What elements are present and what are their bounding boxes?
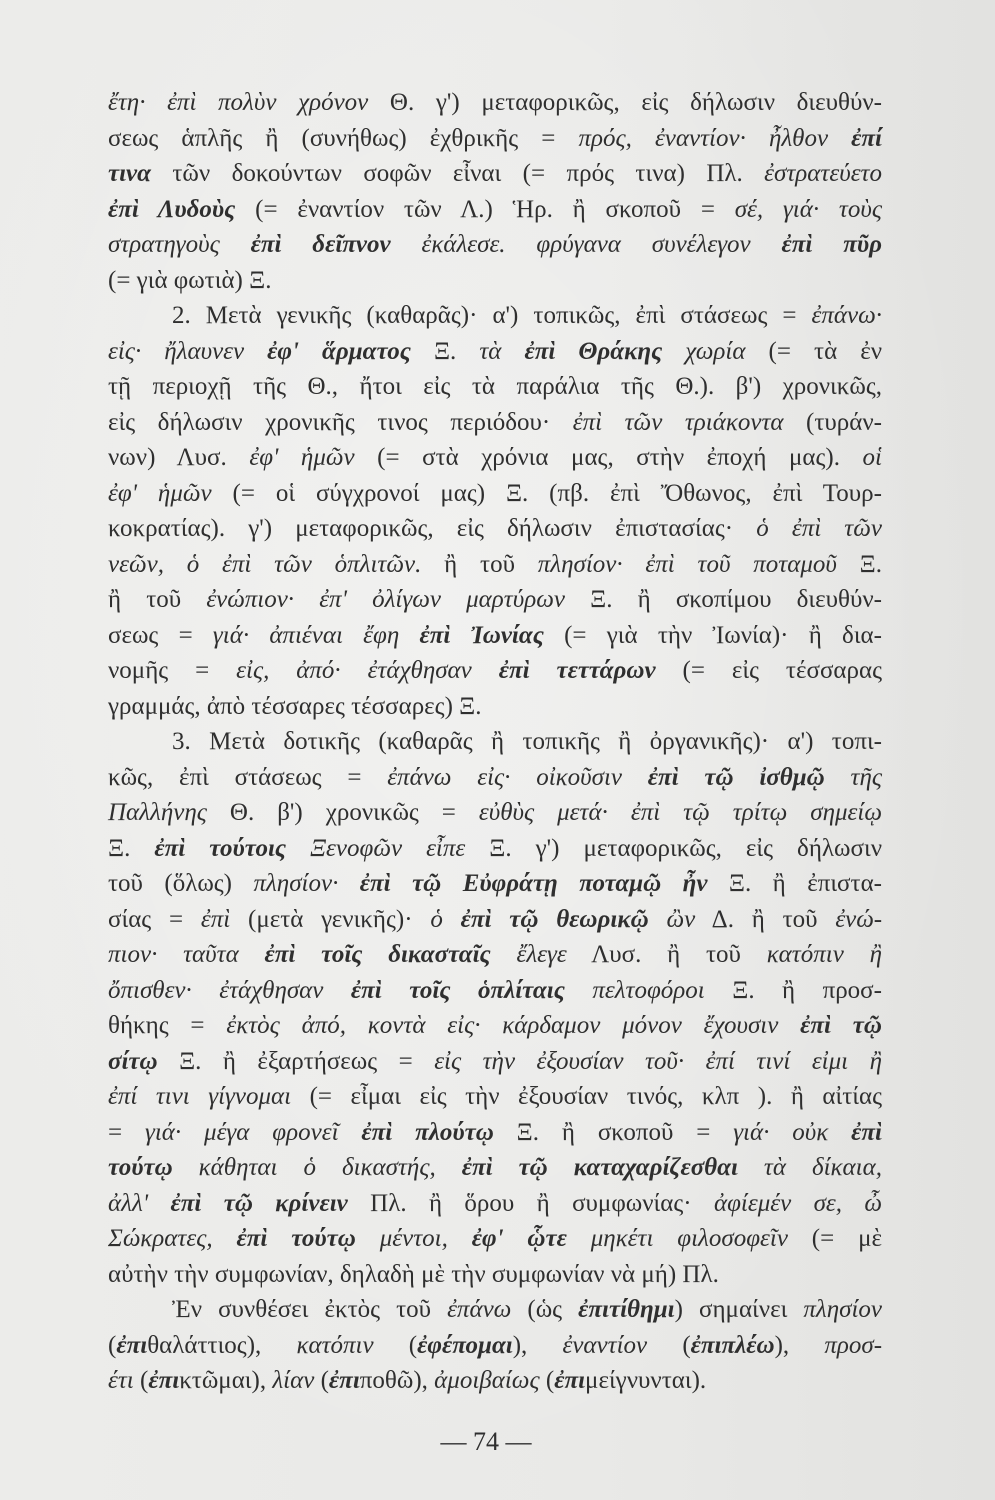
bold-italic-text: ἐπὶ τούτοις — [154, 834, 287, 862]
italic-text: ἀφίεμέν σε, ὦ — [713, 1189, 883, 1217]
text-line — [108, 795, 882, 831]
bold-italic-text: ἐπὶ τεττάρων — [498, 657, 656, 684]
italic-text: γιά· οὐκ — [733, 1118, 852, 1146]
bold-italic-text: ἐπὶ πλούτῳ — [361, 1118, 494, 1146]
italic-text: ὁ ἐπὶ τῶν — [756, 515, 882, 542]
bold-italic-text: ἐπὶ τῷ καταχαρίζεσθαι — [461, 1154, 738, 1181]
bold-italic-text: ἐπί — [851, 124, 883, 152]
plain-text: ( — [647, 1331, 691, 1359]
bold-italic-text: ἐφ' ᾧτε — [471, 1225, 567, 1252]
italic-text: ἐπάνω — [447, 1296, 512, 1323]
italic-text: πρός, ἐναντίον· ἦλθον — [578, 124, 852, 152]
plain-text: (= μὲ — [787, 1225, 882, 1252]
text-line — [108, 1257, 882, 1293]
bold-italic-text: ἐπιτίθημι — [578, 1296, 675, 1323]
bold-italic-text: ἐπὶ τῷ κρίνειν — [170, 1189, 348, 1217]
plain-text: 3. Μετὰ δοτικῆς (καθαρᾶς ἢ τοπικῆς ἢ ὀργανικῆς)· α') τοπι- — [172, 728, 882, 755]
plain-text: τῶν δοκούντων σοφῶν εἶναι (= πρός τινα) Πλ. — [150, 160, 765, 187]
plain-text: Θ. γ') μεταφορικῶς, εἰς δήλωσιν διευθύν- — [368, 89, 882, 116]
text-line — [108, 1186, 882, 1222]
italic-text: ἐνώ- — [835, 905, 883, 933]
plain-text: ( — [133, 1367, 149, 1394]
plain-text: εἰς δήλωσιν χρονικῆς τινος περιόδου· — [108, 408, 573, 436]
plain-text: Ξ. — [410, 337, 480, 365]
italic-text: ὄπισθεν· ἐτάχθησαν — [108, 976, 351, 1004]
bold-italic-text: ἐπὶ Ἰωνίας — [419, 621, 544, 649]
bold-italic-text: ἐπὶ Θράκης — [524, 337, 663, 365]
italic-text: μέντοι, — [355, 1225, 472, 1252]
italic-text: εἰς· ἤλαυνεν — [108, 337, 268, 365]
plain-text: Ξ. ἢ προσ- — [704, 976, 882, 1004]
italic-text: κατόπιν ἢ — [766, 941, 883, 968]
text-line — [108, 1292, 882, 1328]
italic-text: πλησίον· — [253, 870, 360, 897]
text-line — [108, 334, 882, 370]
bold-italic-text: σίτῳ — [108, 1047, 158, 1075]
text-line — [108, 405, 882, 441]
italic-text: ἀλλ' — [108, 1189, 171, 1217]
text-line — [108, 156, 882, 192]
text-line — [108, 618, 882, 654]
text-line — [108, 440, 882, 476]
italic-text: Παλλήνης — [108, 799, 207, 826]
plain-text: Ξ. ἢ σκοποῦ = — [493, 1118, 734, 1146]
plain-text: Ξ. — [836, 550, 882, 578]
plain-text: σεως ἁπλῆς ἢ (συνήθως) ἐχθρικῆς = — [108, 124, 579, 152]
text-line — [108, 1221, 882, 1257]
text-line — [108, 1150, 882, 1186]
text-line — [108, 973, 882, 1009]
plain-text: κτῶμαι), — [179, 1367, 273, 1394]
text-line — [108, 653, 882, 689]
plain-text: (= γιὰ φωτιὰ) Ξ. — [108, 266, 272, 294]
text-line — [108, 760, 882, 796]
plain-text: Ξ. — [108, 834, 155, 862]
italic-text: ὁ — [430, 905, 461, 933]
bold-italic-text: ἐπι — [116, 1331, 148, 1359]
text-line — [108, 1044, 882, 1080]
italic-text: κάθηται ὁ δικαστής, — [172, 1154, 462, 1181]
italic-text: σέ, γιά· τοὺς — [734, 195, 882, 223]
plain-text: μείγνυνται). — [585, 1367, 707, 1394]
italic-text: νεῶν, ὁ ἐπὶ τῶν ὁπλιτῶν. — [108, 550, 422, 578]
plain-text: κοκρατίας). γ') μεταφορικῶς, εἰς δήλωσιν ἐπιστασίας· — [108, 515, 757, 542]
plain-text: σεως = — [108, 621, 213, 649]
plain-text: ἢ τοῦ — [421, 550, 538, 578]
italic-text: ἐναντίον — [562, 1331, 648, 1359]
bold-italic-text: ἐπι — [554, 1367, 586, 1394]
plain-text: Ἐν συνθέσει ἐκτὸς τοῦ — [172, 1296, 448, 1323]
plain-text: κῶς, ἐπὶ στάσεως = — [108, 763, 388, 791]
text-line — [108, 511, 882, 547]
italic-text: πλησίον — [803, 1296, 882, 1323]
bold-italic-text: ἐπὶ Λυδοὺς — [108, 195, 236, 223]
plain-text: 2. Μετὰ γενικῆς (καθαρᾶς)· α') τοπικῶς, ἐπὶ στάσεως = — [172, 302, 812, 329]
text-line — [108, 831, 882, 867]
plain-text: = — [108, 1118, 145, 1146]
italic-text: ἐπὶ — [200, 905, 231, 933]
text-line — [108, 227, 882, 263]
plain-text: ( — [108, 1331, 117, 1359]
text-line — [108, 1115, 882, 1151]
plain-text: θήκης = — [108, 1012, 227, 1039]
italic-text: ἀμοιβαίως — [434, 1367, 540, 1394]
italic-text: οἱ — [862, 444, 882, 471]
text-line — [108, 866, 882, 902]
text-line — [108, 1363, 882, 1399]
plain-text: (= ἐναντίον τῶν Λ.) Ἡρ. ἢ σκοποῦ = — [235, 195, 735, 223]
text-line — [108, 937, 882, 973]
plain-text: Ξ. ἢ ἐξαρτήσεως = — [157, 1047, 435, 1075]
italic-text: ἐφ' ἡμῶν — [249, 444, 355, 471]
plain-text: ( — [314, 1367, 329, 1394]
bold-italic-text: ἐπι — [328, 1367, 360, 1394]
italic-text: ἐστρατεύετο — [764, 160, 882, 187]
bold-italic-text: ἐπὶ τοῖς δικασταῖς — [264, 941, 491, 968]
text-line — [108, 121, 882, 157]
italic-text: ἐπί τινι γίγνομαι — [108, 1083, 292, 1110]
text-line — [108, 689, 882, 725]
plain-text: (= οἱ σύγχρονοί μας) Ξ. (πβ. ἐπὶ Ὄθωνος, ἐπὶ Τουρ- — [211, 479, 882, 507]
plain-text: Λυσ. ἢ τοῦ — [566, 941, 767, 968]
plain-text: τῇ περιοχῇ τῆς Θ., ἤτοι εἰς τὰ παράλια τῆς Θ.). β') χρονικῶς, — [108, 373, 882, 400]
text-body — [108, 85, 882, 1399]
text-line — [108, 298, 882, 334]
text-line — [108, 1079, 882, 1115]
plain-text: Ξ. ἢ σκοπίμου διευθύν- — [564, 586, 883, 613]
bold-italic-text: τούτῳ — [108, 1154, 173, 1181]
italic-text: ἐπάνω· — [811, 302, 882, 329]
plain-text: (= εἰς τέσσαρας — [655, 657, 882, 684]
bold-italic-text: ἐπὶ τῷ — [800, 1012, 882, 1039]
bold-italic-text: ἐπιπλέω — [690, 1331, 775, 1359]
plain-text: (= γιὰ τὴν Ἰωνία)· ἢ δια- — [543, 621, 882, 649]
plain-text: Πλ. ἢ ὅρου ἢ συμφωνίας· — [347, 1189, 714, 1217]
italic-text: ἐφ' ἡμῶν — [108, 479, 212, 507]
plain-text: σίας = — [108, 905, 201, 933]
italic-text: Ξενοφῶν εἶπε — [286, 834, 466, 862]
italic-text: πελτοφόροι — [564, 976, 705, 1004]
text-line — [108, 192, 882, 228]
plain-text: ἢ τοῦ — [108, 586, 207, 613]
plain-text: (τυράν- — [783, 408, 883, 436]
text-line — [108, 724, 882, 760]
text-line — [108, 902, 882, 938]
italic-text: έτι — [108, 1367, 134, 1394]
italic-text: εἰς, ἀπό· ἐτάχθησαν — [236, 657, 499, 684]
italic-text: εὐθὺς μετά· ἐπὶ τῷ τρίτῳ σημείῳ — [478, 799, 882, 826]
plain-text: (= τὰ ἐν — [745, 337, 883, 365]
plain-text: (= στὰ χρόνια μας, στὴν ἐποχή μας). — [354, 444, 863, 471]
bold-italic-text: ἐφ' ἅρματος — [267, 337, 411, 365]
italic-text: μηκέτι φιλοσοφεῖν — [566, 1225, 788, 1252]
bold-italic-text: ἐπι — [148, 1367, 180, 1394]
bold-italic-text: ἐπὶ τοῖς ὁπλίταις — [350, 976, 565, 1004]
italic-text: τῆς — [824, 763, 882, 791]
plain-text: ( — [373, 1331, 418, 1359]
italic-text: στρατηγοὺς — [108, 231, 251, 258]
bold-italic-text: ἐπὶ δεῖπνον — [250, 231, 391, 258]
plain-text: (ὡς — [511, 1296, 579, 1323]
italic-text: πλησίον· ἐπὶ τοῦ ποταμοῦ — [537, 550, 837, 578]
plain-text: ( — [539, 1367, 555, 1394]
italic-text: Σώκρατες, — [108, 1225, 237, 1252]
page-number: — 74 — — [440, 1427, 532, 1456]
text-line — [108, 1328, 882, 1364]
italic-text: κατόπιν — [296, 1331, 374, 1359]
plain-text: τοῦ (ὅλως) — [108, 870, 254, 897]
italic-text: ἔτη· ἐπὶ πολὺν χρόνον — [108, 89, 369, 116]
plain-text: γραμμάς, ἀπὸ τέσσαρες τέσσαρες) Ξ. — [108, 692, 482, 720]
bold-italic-text: ἐφέπομαι — [417, 1331, 513, 1359]
plain-text: ), — [774, 1331, 825, 1359]
bold-italic-text: ἐπὶ πῦρ — [781, 231, 882, 258]
italic-text: ἔλεγε — [490, 941, 567, 968]
text-line — [108, 582, 882, 618]
plain-text: ποθῶ), — [359, 1367, 435, 1394]
italic-text: ἐπάνω εἰς· οἰκοῦσιν — [387, 763, 648, 791]
italic-text: γιά· ἀπιέναι ἔφη — [212, 621, 420, 649]
bold-italic-text: ἐπὶ τῷ θεωρικῷ — [460, 905, 649, 933]
text-line — [108, 369, 882, 405]
plain-text: θαλάττιος), — [147, 1331, 297, 1359]
italic-text: πιον· ταῦτα — [108, 941, 265, 968]
plain-text: Δ. ἢ τοῦ — [695, 905, 836, 933]
italic-text: ἐνώπιον· ἐπ' ὀλίγων μαρτύρων — [206, 586, 565, 613]
bold-italic-text: ἐπὶ τούτῳ — [236, 1225, 356, 1252]
italic-text: τὰ — [479, 337, 525, 365]
italic-text: λίαν — [272, 1367, 315, 1394]
plain-text: Ξ. ἢ ἐπιστα- — [707, 870, 882, 897]
plain-text: (μετὰ γενικῆς)· — [230, 905, 431, 933]
bold-italic-text: ἐπὶ — [851, 1118, 882, 1146]
plain-text: ), — [512, 1331, 563, 1359]
plain-text: Ξ. γ') μεταφορικῶς, εἰς δήλωσιν — [465, 834, 882, 862]
bold-italic-text: ἐπὶ τῷ ἰσθμῷ — [647, 763, 825, 791]
plain-text: αὐτὴν τὴν συμφωνίαν, δηλαδὴ μὲ τὴν συμφωνίαν νὰ μή) Πλ. — [108, 1260, 719, 1288]
italic-text: χωρία — [662, 337, 746, 365]
italic-text: εἰς τὴν ἐξουσίαν τοῦ· ἐπί τινί εἰμι ἢ — [434, 1047, 882, 1075]
italic-text: ὢν — [648, 905, 696, 933]
plain-text: ) σημαίνει — [674, 1296, 804, 1323]
italic-text: γιά· μέγα φρονεῖ — [144, 1118, 362, 1146]
italic-text: ἐκάλεσε. φρύγανα συνέλεγον — [390, 231, 782, 258]
plain-text: νομῆς = — [108, 657, 237, 684]
italic-text: προσ- — [824, 1331, 883, 1359]
text-line — [108, 1008, 882, 1044]
plain-text: (= εἶμαι εἰς τὴν ἐξουσίαν τινός, κλπ ). ἢ αἰτίας — [291, 1083, 882, 1110]
plain-text: Θ. β') χρονικῶς = — [206, 799, 479, 826]
text-line — [108, 263, 882, 299]
text-line — [108, 85, 882, 121]
italic-text: τὰ δίκαια, — [737, 1154, 882, 1181]
bold-italic-text: τινα — [108, 160, 151, 187]
bold-italic-text: ἐπὶ τῷ Εὐφράτῃ ποταμῷ ἦν — [359, 870, 708, 897]
italic-text: ἐπὶ τῶν τριάκοντα — [572, 408, 784, 436]
plain-text: νων) Λυσ. — [108, 444, 250, 471]
text-line — [108, 476, 882, 512]
text-line — [108, 547, 882, 583]
italic-text: ἐκτὸς ἀπό, κοντὰ εἰς· κάρδαμον μόνον ἔχουσιν — [226, 1012, 801, 1039]
